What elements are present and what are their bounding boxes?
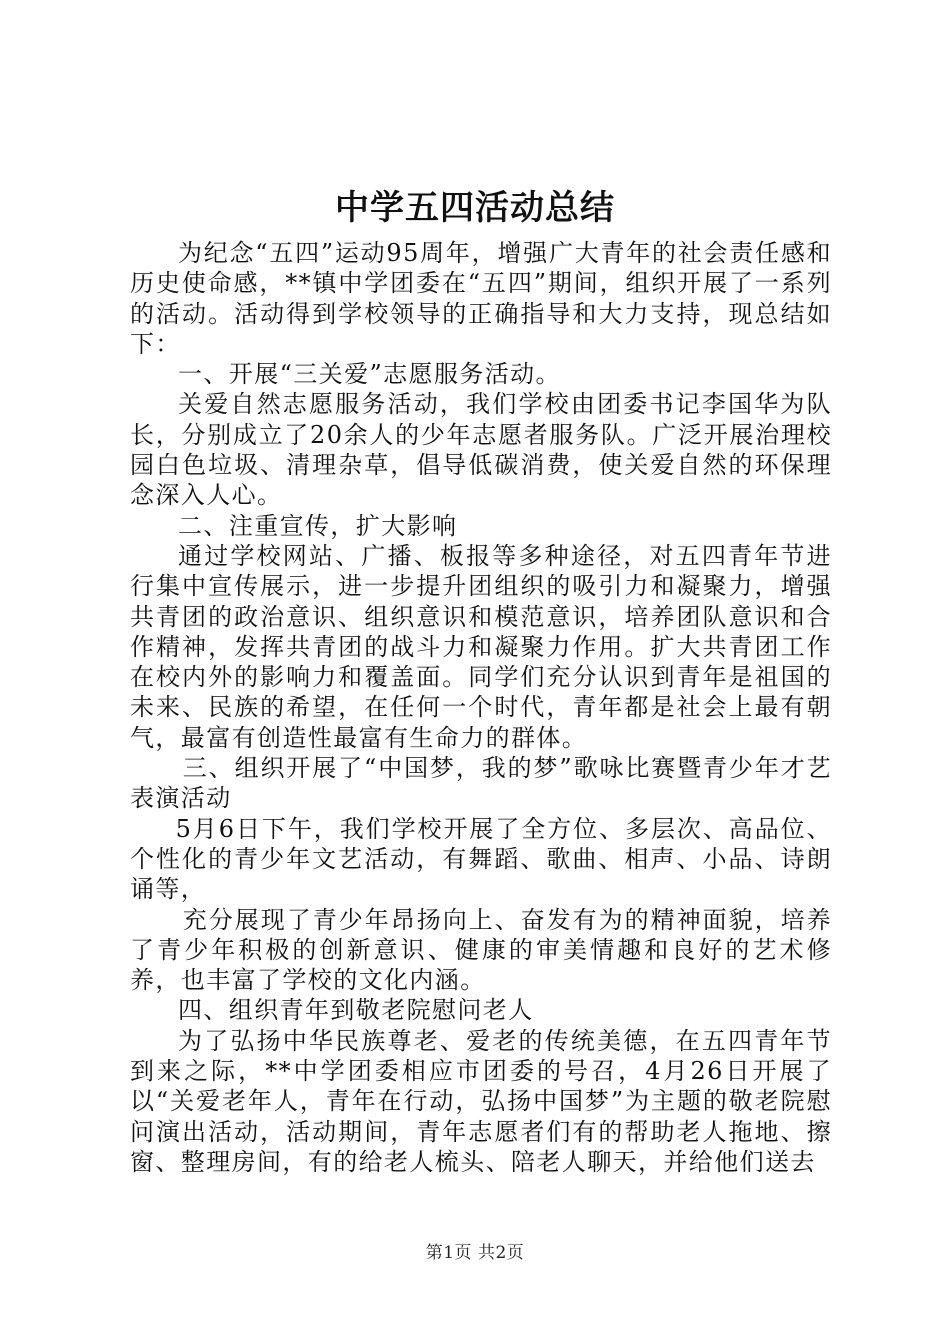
section-heading-1: 一、开展“三关爱”志愿服务活动。: [178, 360, 561, 389]
paragraph-publicity: 通过学校网站、广播、板报等多种途径，对五四青年节进行集中宣传展示，进一步提升团组织的吸引力和凝聚力，增强共青团的政治意识、组织意识和模范意识，培养团队意识和合作精神，发挥共青团的战斗力和凝聚力作用。扩大共青团工作在校内外的影响力和覆盖面。同学们充分认识到青年是祖国的未来、民族的希望，在任何一个时代，青年都是社会上最有朝气，最富有创造性最富有生命力的群体。: [130, 541, 832, 752]
document-body: [130, 238, 832, 1177]
document-title: 中学五四活动总结: [335, 188, 615, 228]
paragraph-nature-volunteer: 关爱自然志愿服务活动，我们学校由团委书记李国华为队长，分别成立了20余人的少年志愿者服务队。广泛开展治理校园白色垃圾、清理杂草，倡导低碳消费，使关爱自然的环保理念深入人心。: [130, 390, 832, 510]
paragraph-art-activity: 5月6日下午，我们学校开展了全方位、多层次、高品位、个性化的青少年文艺活动，有舞蹈、歌曲、相声、小品、诗朗诵等，: [130, 814, 832, 904]
section-heading-3: 三、组织开展了“中国梦，我的梦”歌咏比赛暨青少年才艺表演活动: [130, 754, 832, 813]
paragraph-elderly-visit: 为了弘扬中华民族尊老、爱老的传统美德，在五四青年节到来之际，**中学团委相应市团委的号召，4月26日开展了以“关爱老年人，青年在行动，弘扬中国梦”为主题的敬老院慰问演出活动，活动期间，青年志愿者们有的帮助老人拖地、擦窗、整理房间，有的给老人梳头、陪老人聊天，并给他们送去: [130, 1026, 832, 1176]
paragraph-art-result: 充分展现了青少年昂扬向上、奋发有为的精神面貌，培养了青少年积极的创新意识、健康的审美情趣和良好的艺术修养，也丰富了学校的文化内涵。: [130, 905, 832, 995]
page-number-footer: 第1页 共2页: [425, 1243, 525, 1263]
paragraph-intro: 为纪念“五四”运动95周年，增强广大青年的社会责任感和历史使命感，**镇中学团委在“五四”期间，组织开展了一系列的活动。活动得到学校领导的正确指导和大力支持，现总结如下：: [130, 239, 832, 358]
section-heading-2: 二、注重宣传，扩大影响: [178, 511, 458, 540]
section-heading-4: 四、组织青年到敬老院慰问老人: [178, 996, 534, 1025]
